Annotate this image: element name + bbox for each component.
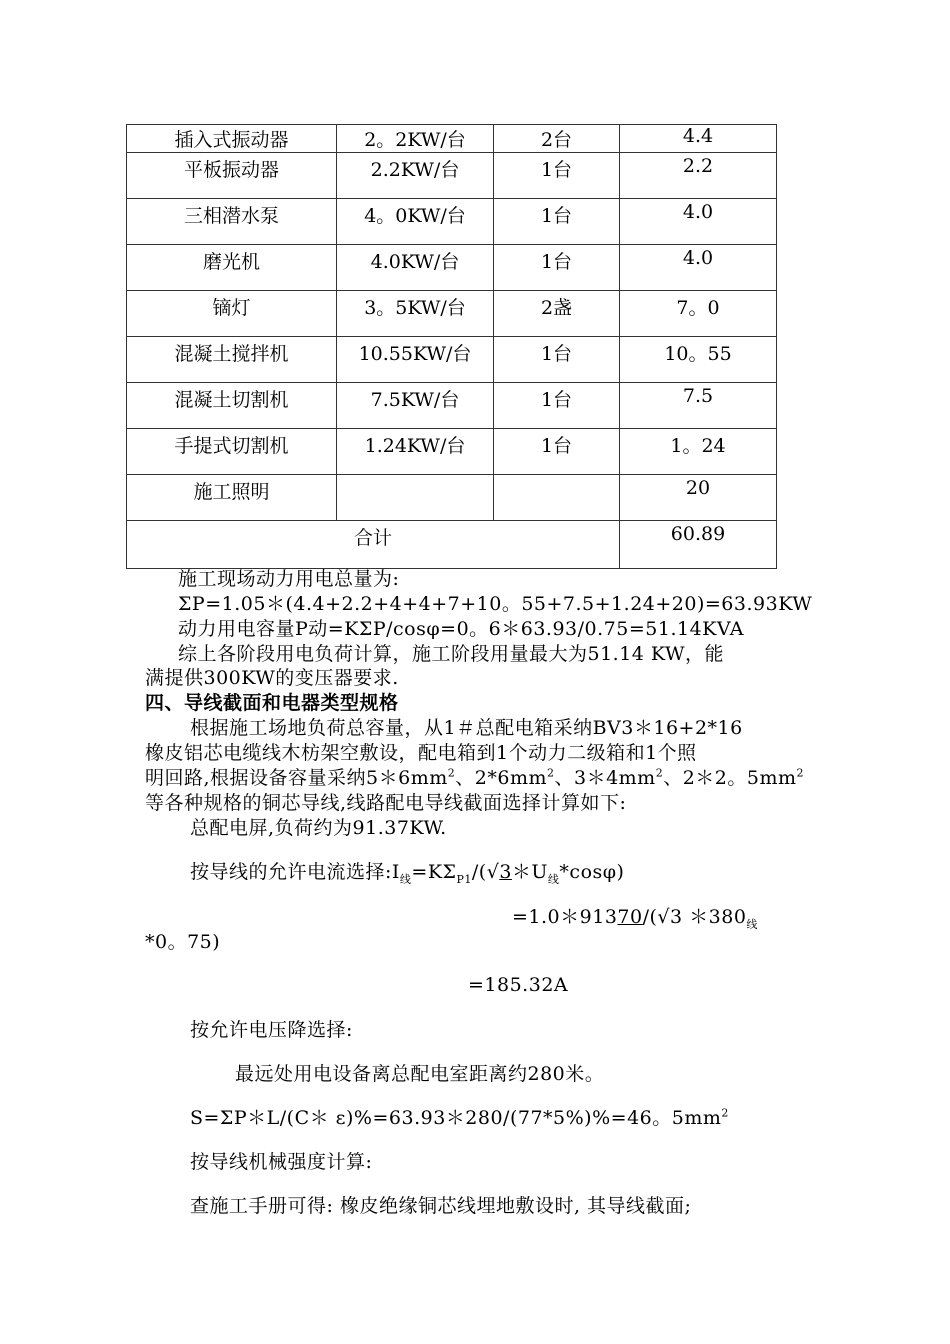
formula-text: S=ΣP＊L/(C＊ ε)%=63.93＊280/(77*5%)%=46。5mm (190, 1107, 722, 1129)
cable-spec-text: 、2*6mm (455, 767, 547, 789)
subscript: P1 (456, 872, 472, 886)
paragraph-distance: 最远处用电设备离总配电室距离约280米。 (235, 1063, 605, 1085)
table-row (127, 337, 777, 383)
paragraph-summary-line2: 满提供300KW的变压器要求. (145, 667, 399, 689)
paragraph-cable-line1: 根据施工场地负荷总容量，从1＃总配电箱采纳BV3＊16+2*16 (190, 717, 743, 739)
quantity-cell: 1台 (494, 337, 620, 383)
superscript: 2 (655, 766, 664, 780)
paragraph-handbook: 查施工手册可得: 橡皮绝缘铜芯线埋地敷设时, 其导线截面; (190, 1195, 692, 1217)
equipment-load-table (126, 124, 777, 569)
paragraph-power-total-intro: 施工现场动力用电总量为: (178, 568, 400, 590)
cable-spec-text: 明回路,根据设备容量采纳5＊6mm (145, 767, 448, 789)
unit-power-cell: 10.55KW/台 (337, 337, 494, 383)
table-row (127, 245, 777, 291)
quantity-cell: 1台 (494, 153, 620, 199)
superscript: 2 (721, 1106, 729, 1120)
quantity-cell: 1台 (494, 383, 620, 429)
quantity-cell: 1台 (494, 199, 620, 245)
cable-spec-text: 、2＊2。5mm (663, 767, 797, 789)
formula-power-capacity: 动力用电容量P动=KΣP/cosφ=0。6＊63.93/0.75=51.14KVA (178, 618, 745, 640)
paragraph-voltage-drop: 按允许电压降选择: (190, 1019, 353, 1041)
total-power-cell: 7.5 (620, 383, 777, 429)
formula-current-line3: *0。75) (145, 931, 221, 953)
table-row (127, 125, 777, 153)
total-power-cell: 2.2 (620, 153, 777, 199)
table-row (127, 199, 777, 245)
formula-current-line2 (512, 905, 758, 929)
equipment-name-cell: 镝灯 (127, 291, 337, 337)
subscript: 线 (547, 872, 560, 886)
table-total-row (127, 521, 777, 569)
table-row (127, 291, 777, 337)
subscript: 线 (746, 917, 758, 931)
quantity-cell: 2盏 (494, 291, 620, 337)
paragraph-cable-line2: 橡皮铝芯电缆线木枋架空敷设，配电箱到1个动力二级箱和1个照 (145, 742, 697, 764)
paragraph-cable-line3 (145, 766, 804, 790)
total-power-cell: 4.4 (620, 125, 777, 153)
superscript: 2 (796, 766, 805, 780)
superscript: 2 (546, 766, 555, 780)
total-power-cell: 4.0 (620, 199, 777, 245)
unit-power-cell: 1.24KW/台 (337, 429, 494, 475)
quantity-cell: 1台 (494, 429, 620, 475)
table-row (127, 429, 777, 475)
equipment-name-cell: 三相潜水泵 (127, 199, 337, 245)
equipment-name-cell: 手提式切割机 (127, 429, 337, 475)
equipment-name-cell: 插入式振动器 (127, 125, 337, 153)
paragraph-cable-line4: 等各种规格的铜芯导线,线路配电导线截面选择计算如下: (145, 792, 627, 814)
total-power-cell: 20 (620, 475, 777, 521)
unit-power-cell: 3。5KW/台 (337, 291, 494, 337)
total-power-cell: 7。0 (620, 291, 777, 337)
formula-text: =1.0＊913 (512, 906, 618, 928)
formula-sum-power: ΣP=1.05＊(4.4+2.2+4+4+7+10。55+7.5+1.24+20)=63.93KW (178, 593, 813, 615)
formula-underlined: 3 (499, 861, 512, 883)
equipment-name-cell: 磨光机 (127, 245, 337, 291)
superscript: 2 (447, 766, 456, 780)
table-row (127, 383, 777, 429)
formula-text: =KΣ (411, 861, 457, 883)
paragraph-mechanical-strength: 按导线机械强度计算: (190, 1151, 373, 1173)
paragraph-main-panel-load: 总配电屏,负荷约为91.37KW. (190, 817, 447, 839)
table-row (127, 475, 777, 521)
quantity-cell: 2台 (494, 125, 620, 153)
unit-power-cell: 7.5KW/台 (337, 383, 494, 429)
equipment-name-cell: 混凝土切割机 (127, 383, 337, 429)
quantity-cell: 1台 (494, 245, 620, 291)
equipment-name-cell: 施工照明 (127, 475, 337, 521)
equipment-name-cell: 平板振动器 (127, 153, 337, 199)
formula-underlined: 70 (617, 906, 643, 928)
formula-text: ＊U (511, 861, 548, 883)
cable-spec-text: 、3＊4mm (554, 767, 656, 789)
paragraph-summary-line1: 综上各阶段用电负荷计算，施工阶段用量最大为51.14 KW，能 (178, 643, 724, 665)
formula-text: /(√ (471, 861, 500, 883)
table-row (127, 153, 777, 199)
unit-power-cell: 4.0KW/台 (337, 245, 494, 291)
formula-text: *cosφ) (559, 861, 625, 883)
table-body (127, 125, 777, 569)
total-label-cell: 合计 (127, 521, 620, 569)
subscript: 线 (399, 872, 412, 886)
quantity-cell (494, 475, 620, 521)
total-value-cell: 60.89 (620, 521, 777, 569)
formula-text: /(√3 ＊380 (642, 906, 747, 928)
equipment-name-cell: 混凝土搅拌机 (127, 337, 337, 383)
formula-text: 按导线的允许电流选择:Ⅰ (190, 861, 400, 883)
formula-section-area (190, 1106, 729, 1130)
formula-current-result: =185.32A (468, 974, 569, 996)
section-heading: 四、导线截面和电器类型规格 (145, 692, 399, 714)
total-power-cell: 4.0 (620, 245, 777, 291)
unit-power-cell: 4。0KW/台 (337, 199, 494, 245)
unit-power-cell: 2.2KW/台 (337, 153, 494, 199)
total-power-cell: 1。24 (620, 429, 777, 475)
unit-power-cell (337, 475, 494, 521)
total-power-cell: 10。55 (620, 337, 777, 383)
unit-power-cell: 2。2KW/台 (337, 125, 494, 153)
formula-current-line1 (190, 860, 624, 884)
